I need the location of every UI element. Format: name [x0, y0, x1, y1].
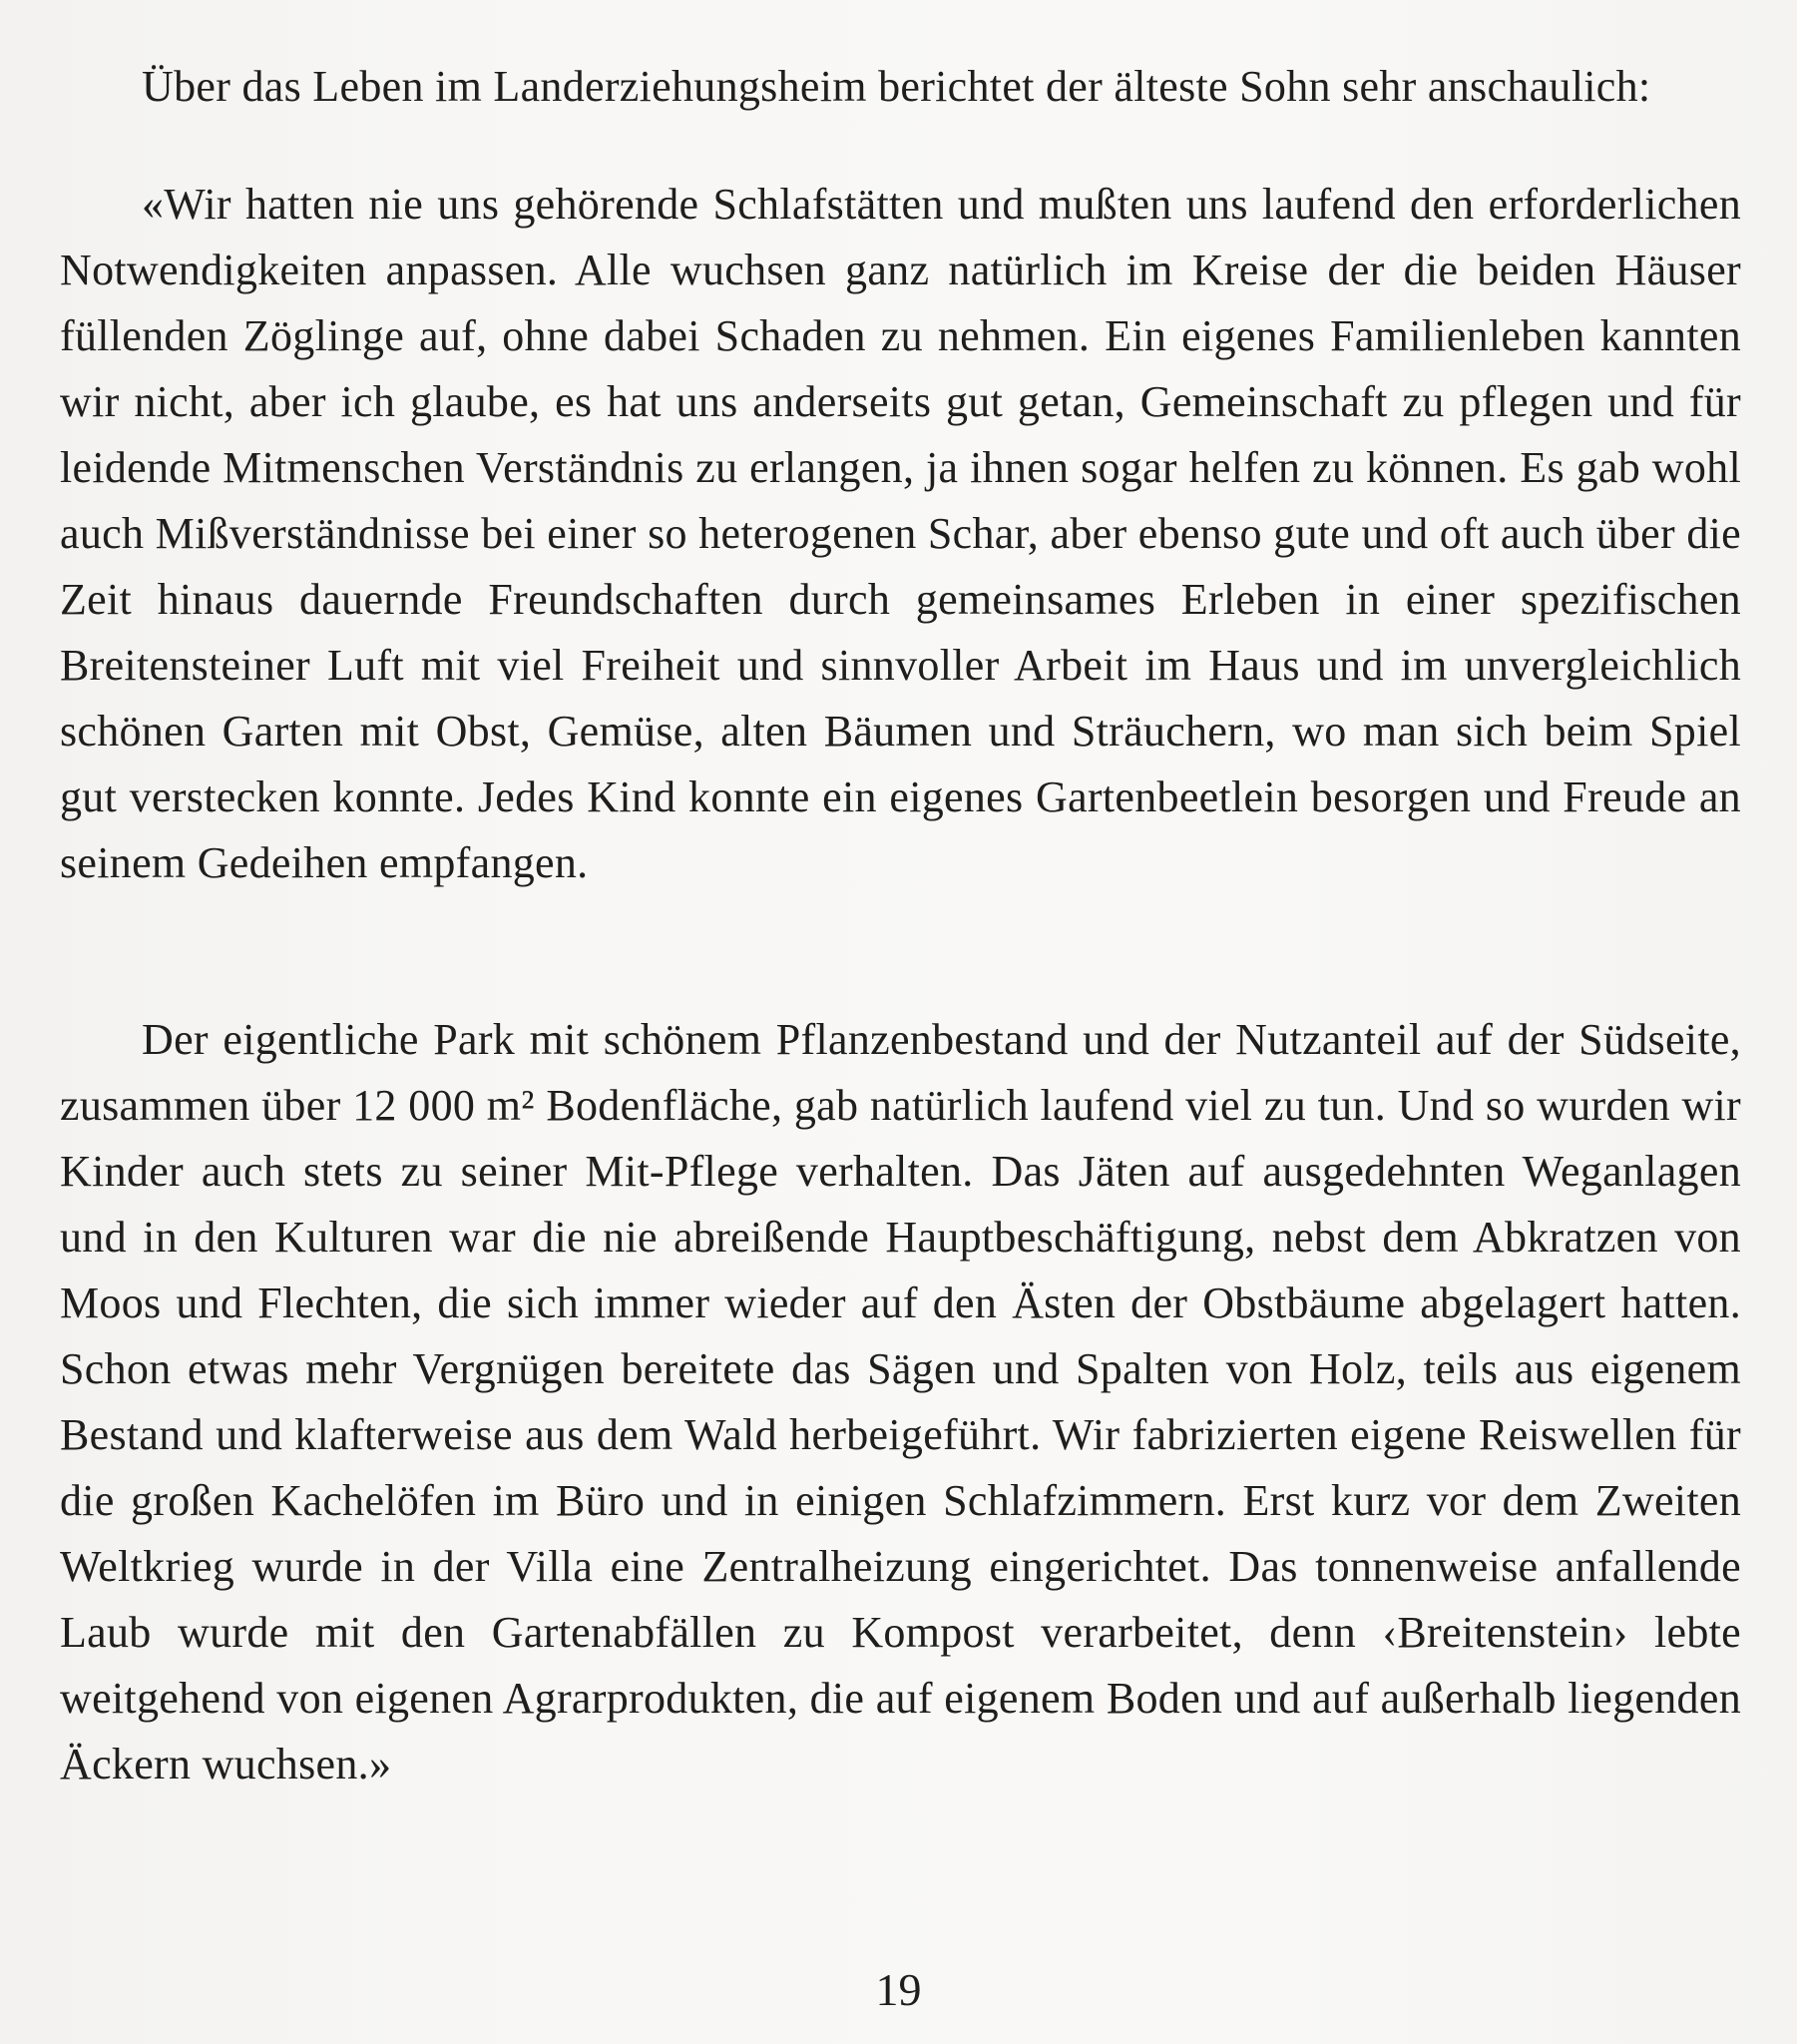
intro-paragraph-block — [60, 54, 1741, 120]
quote-paragraph-2: Der eigentliche Park mit schönem Pflanzenbestand und der Nutzanteil auf der Südseite, zusammen über 12 000 m² Bodenfläche, gab natürlich laufend viel zu tun. Und so wurden wir Kinder auch stets zu seiner Mit-Pflege verhalten. Das Jäten auf ausgedehnten Weganlagen und in den Kulturen war die nie abreißende Hauptbeschäftigung, nebst dem Abkratzen von Moos und Flechten, die sich immer wieder auf den Ästen der Obstbäume abgelagert hatten. Schon etwas mehr Vergnügen bereitete das Sägen und Spalten von Holz, teils aus eigenem Bestand und klafterweise aus dem Wald herbeigeführt. Wir fabrizierten eigene Reiswellen für die großen Kachelöfen im Büro und in einigen Schlafzimmern. Erst kurz vor dem Zweiten Weltkrieg wurde in der Villa eine Zentralheizung eingerichtet. Das tonnenweise anfallende Laub wurde mit den Gartenabfällen zu Kompost verarbeitet, denn ‹Breitenstein› lebte weitgehend von eigenen Agrarprodukten, die auf eigenem Boden und auf außerhalb liegenden Äckern wuchsen.» — [60, 1015, 1741, 1788]
quote-paragraph-block-1 — [60, 172, 1741, 896]
intro-paragraph: Über das Leben im Landerziehungsheim berichtet der älteste Sohn sehr anschaulich: — [142, 62, 1651, 111]
quote-paragraph-1: «Wir hatten nie uns gehörende Schlafstätten und mußten uns laufend den erforderlichen Notwendigkeiten anpassen. Alle wuchsen ganz natürlich im Kreise der die beiden Häuser füllenden Zöglinge auf, ohne dabei Schaden zu nehmen. Ein eigenes Familienleben kannten wir nicht, aber ich glaube, es hat uns anderseits gut getan, Gemeinschaft zu pflegen und für leidende Mitmenschen Verständnis zu erlangen, ja ihnen sogar helfen zu können. Es gab wohl auch Mißverständnisse bei einer so heterogenen Schar, aber ebenso gute und oft auch über die Zeit hinaus dauernde Freundschaften durch gemeinsames Erleben in einer spezifischen Breitensteiner Luft mit viel Freiheit und sinnvoller Arbeit im Haus und im unvergleichlich schönen Garten mit Obst, Gemüse, alten Bäumen und Sträuchern, wo man sich beim Spiel gut verstecken konnte. Jedes Kind konnte ein eigenes Gartenbeetlein besorgen und Freude an seinem Gedeihen empfangen. — [60, 180, 1741, 887]
quote-paragraph-block-2 — [60, 1007, 1741, 1797]
page-number: 19 — [875, 1964, 922, 2015]
